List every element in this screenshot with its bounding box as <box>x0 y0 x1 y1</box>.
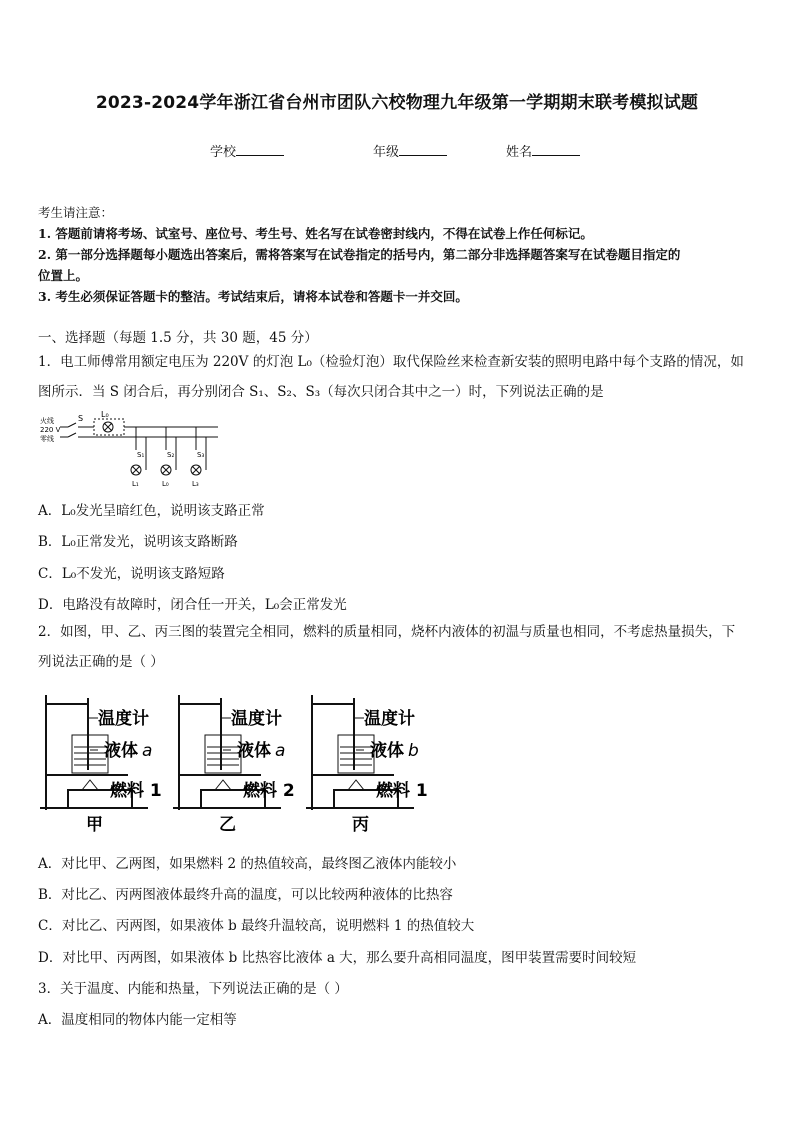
svg-text:液体: 液体 <box>237 741 271 761</box>
svg-text:乙: 乙 <box>219 815 236 835</box>
apparatus-jia <box>40 695 162 835</box>
lamp-l0-label: L₀ <box>101 410 109 419</box>
svg-text:液体: 液体 <box>370 741 404 761</box>
question-1-line: 1．电工师傅常用额定电压为 220V 的灯泡 L₀（检验灯泡）取代保险丝来检查新安装的照明电路中每个支路的情况，如 <box>38 354 744 370</box>
q1-option-a: A．L₀发光呈暗红色，说明该支路正常 <box>38 503 265 519</box>
question-2-line: 列说法正确的是（ ） <box>38 654 164 670</box>
svg-text:温度计: 温度计 <box>231 709 282 729</box>
branch-3 <box>191 427 206 488</box>
question-2-line: 2．如图，甲、乙、丙三图的装置完全相同，燃料的质量相同，烧杯内液体的初温与质量也相同，不考虑热量损失，下 <box>38 624 736 640</box>
branch-1 <box>131 427 146 488</box>
svg-text:L₀: L₀ <box>162 480 169 488</box>
question-1-line: 图所示．当 S 闭合后，再分别闭合 S₁、S₂、S₃（每次只闭合其中之一）时，下列说法正确的是 <box>38 384 604 400</box>
live-label: 火线 <box>40 417 54 425</box>
q1-option-d: D．电路没有故障时，闭合任一开关，L₀会正常发光 <box>38 597 347 613</box>
svg-text:丙: 丙 <box>352 815 369 835</box>
question-2 <box>38 617 763 677</box>
question-1 <box>38 347 763 407</box>
notice-heading: 考生请注意： <box>38 205 114 220</box>
svg-text:L₃: L₃ <box>192 480 199 488</box>
svg-text:S₃: S₃ <box>197 451 205 459</box>
name-field: 姓名 <box>506 141 580 160</box>
q2-option-c: C．对比乙、丙两图，如果液体 b 最终升温较高，说明燃料 1 的热值较大 <box>38 918 475 934</box>
liquid-label: 液体 <box>104 741 138 761</box>
switch-s-label: S <box>78 414 84 423</box>
q2-option-a: A．对比甲、乙两图，如果燃料 2 的热值较高，最终图乙液体内能较小 <box>38 856 457 872</box>
apparatus-bing <box>306 695 428 835</box>
svg-text:b: b <box>408 741 419 761</box>
voltage-label: 220 V <box>40 426 61 434</box>
neutral-label: 零线 <box>40 435 54 443</box>
svg-text:a: a <box>142 741 153 761</box>
svg-text:S₂: S₂ <box>167 451 175 459</box>
notice-item: 1. 答题前请将考场、试室号、座位号、考生号、姓名写在试卷密封线内，不得在试卷上作任何标记。 <box>38 226 593 241</box>
svg-text:S₁: S₁ <box>137 451 145 459</box>
q1-option-c: C．L₀不发光，说明该支路短路 <box>38 566 225 582</box>
svg-text:燃料 1: 燃料 1 <box>376 781 428 801</box>
branch-2 <box>161 427 176 488</box>
q1-option-b: B．L₀正常发光，说明该支路断路 <box>38 534 238 550</box>
q2-option-b: B．对比乙、丙两图液体最终升高的温度，可以比较两种液体的比热容 <box>38 887 453 903</box>
q3-option-a: A．温度相同的物体内能一定相等 <box>38 1012 237 1028</box>
question-3: 3．关于温度、内能和热量，下列说法正确的是（ ） <box>38 981 348 997</box>
notice-block <box>38 202 763 307</box>
heating-apparatus-figure <box>38 690 458 835</box>
svg-text:温度计: 温度计 <box>364 709 415 729</box>
q2-option-d: D．对比甲、丙两图，如果液体 b 比热容比液体 a 大，那么要升高相同温度，图甲装置需要时间较短 <box>38 950 637 966</box>
notice-item: 3. 考生必须保证答题卡的整洁。考试结束后，请将本试卷和答题卡一并交回。 <box>38 289 468 304</box>
section-heading: 一、选择题（每题 1.5 分，共 30 题，45 分） <box>38 330 318 346</box>
school-field: 学校 <box>210 141 284 160</box>
apparatus-yi <box>173 695 295 835</box>
svg-text:燃料 1: 燃料 1 <box>110 781 162 801</box>
svg-text:a: a <box>275 741 286 761</box>
notice-item: 2. 第一部分选择题每小题选出答案后，需将答案写在试卷指定的括号内，第二部分非选择题答案写在试卷题目指定的 <box>38 247 681 262</box>
figure-caption: 甲 <box>86 815 103 835</box>
svg-text:燃料 2: 燃料 2 <box>243 781 295 801</box>
svg-text:L₁: L₁ <box>132 480 139 488</box>
page-title: 2023-2024学年浙江省台州市团队六校物理九年级第一学期期末联考模拟试题 <box>95 93 699 113</box>
notice-item: 位置上。 <box>38 268 89 283</box>
circuit-diagram <box>38 410 228 490</box>
svg-text:温度计: 温度计 <box>98 709 149 729</box>
grade-field: 年级 <box>373 141 447 160</box>
